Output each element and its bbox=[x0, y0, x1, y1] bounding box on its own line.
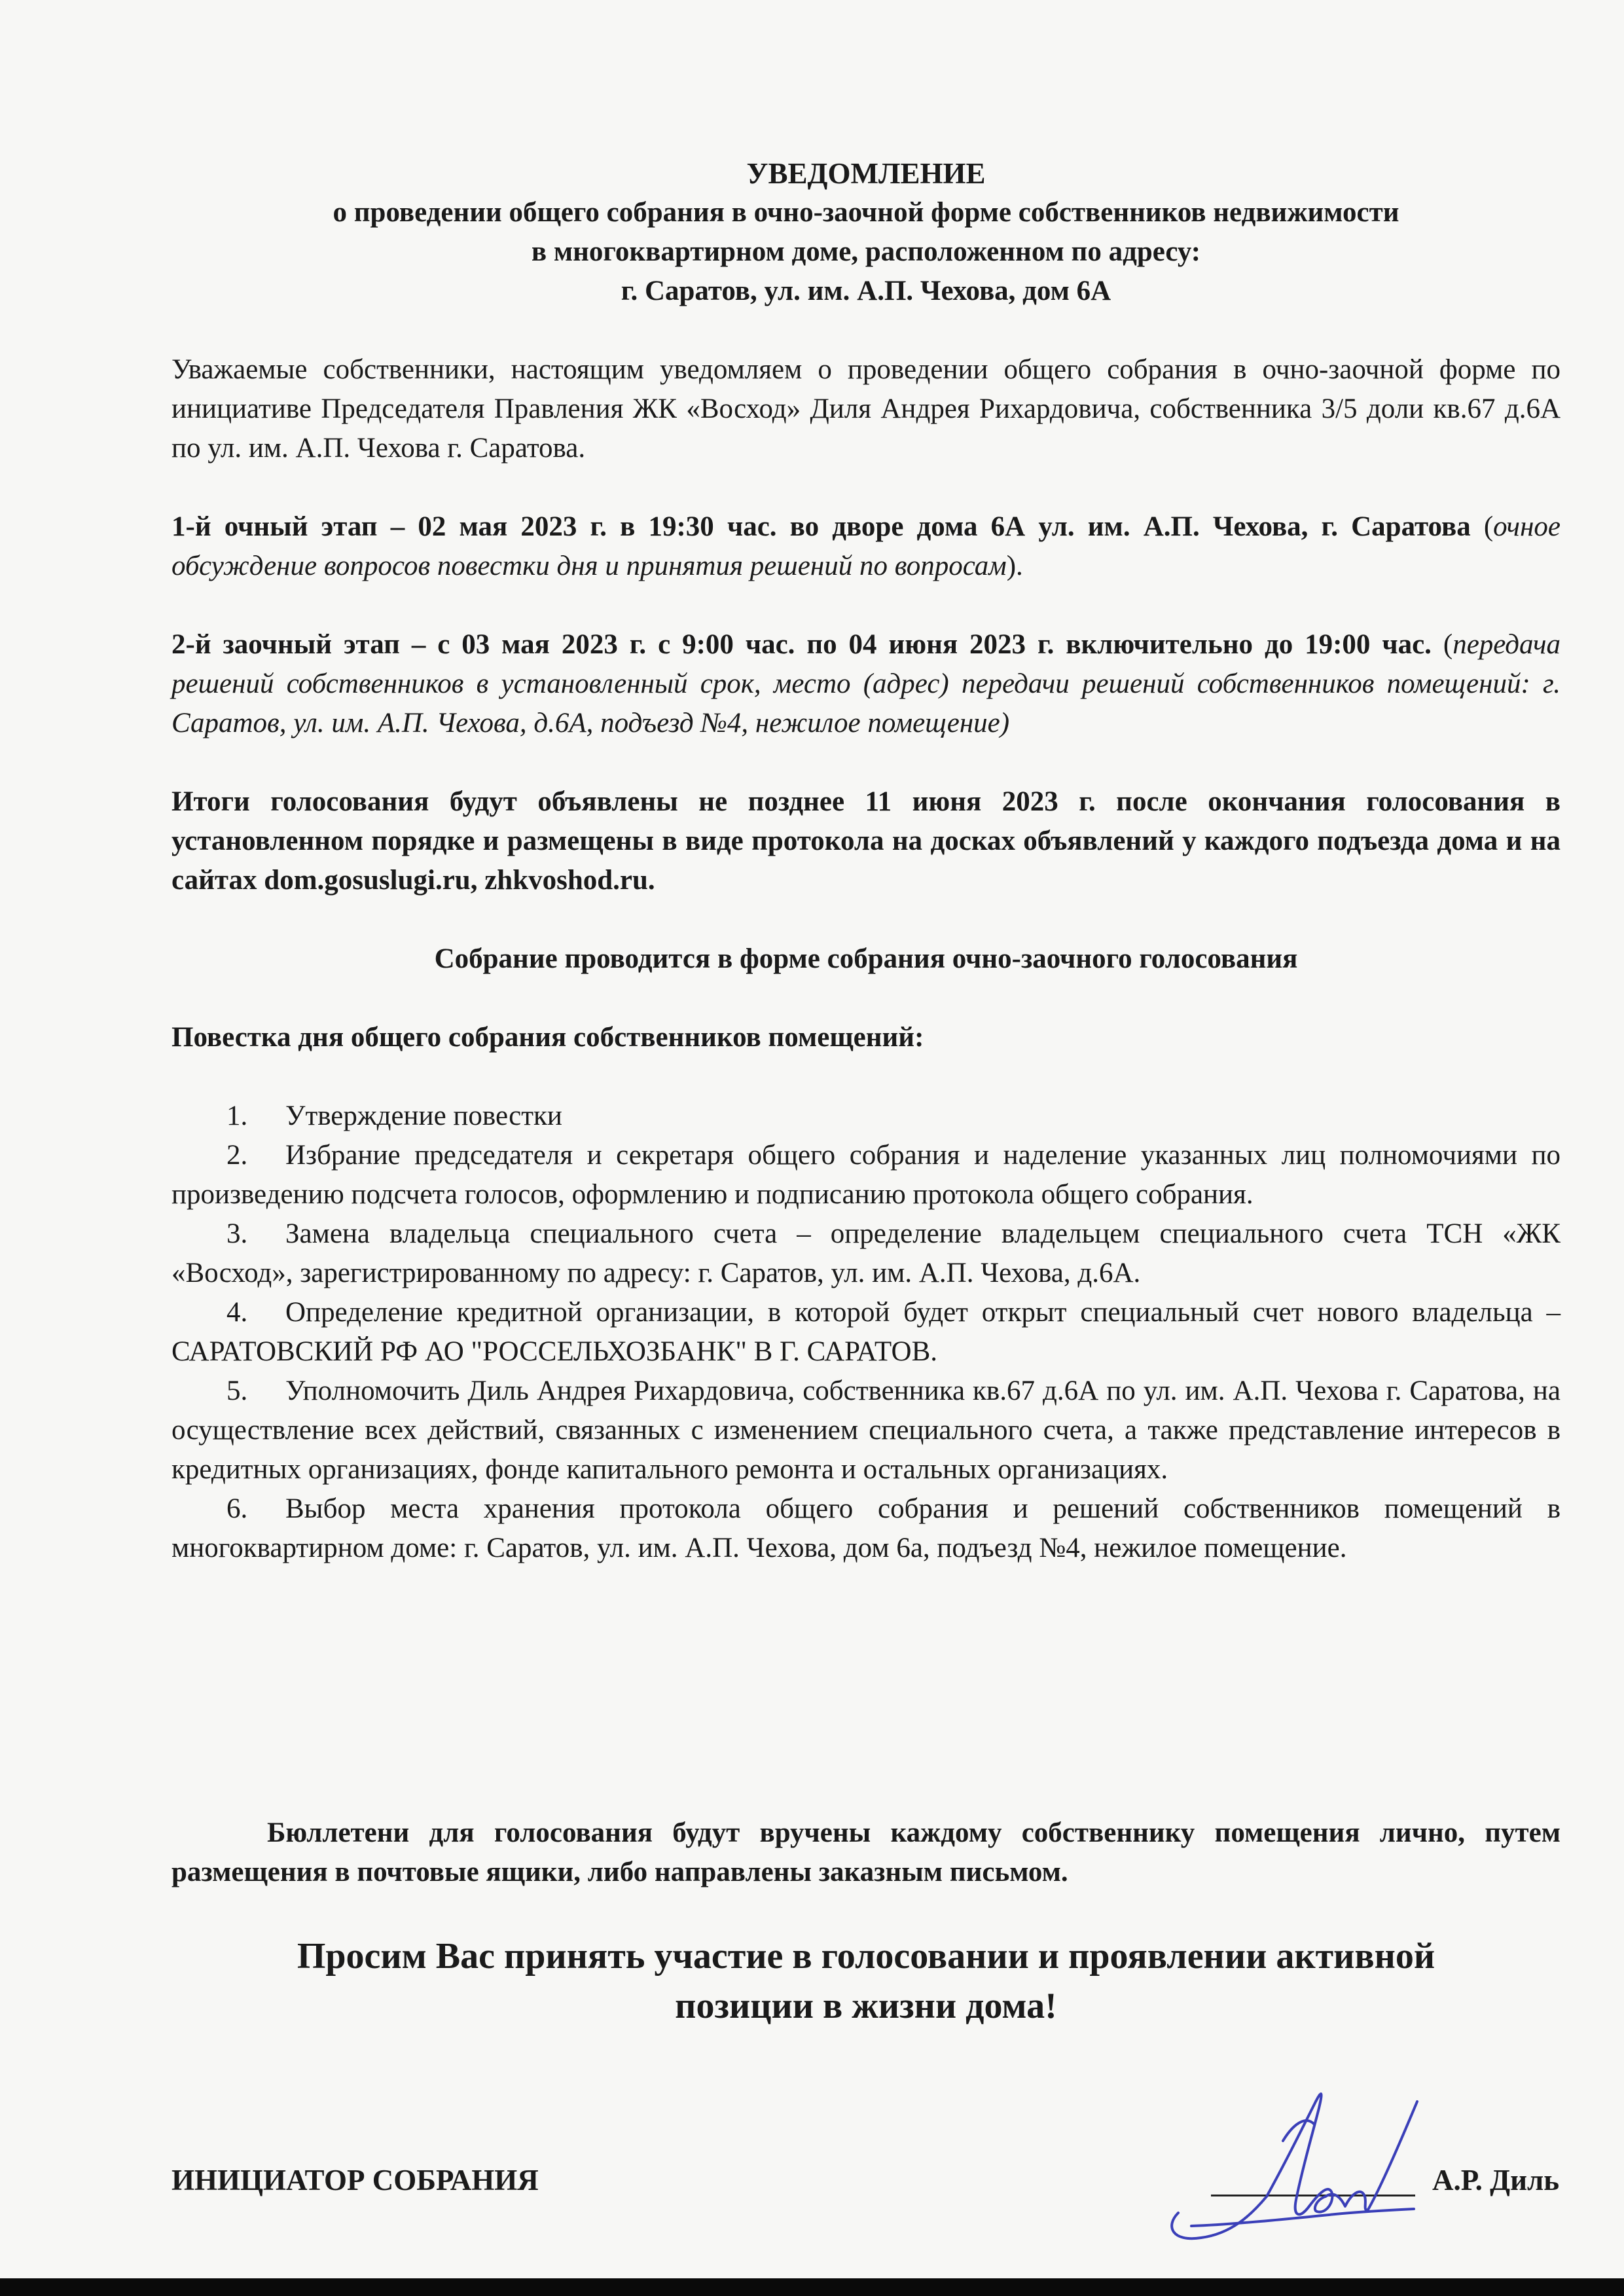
agenda-item-number: 3. bbox=[226, 1218, 248, 1249]
agenda-item bbox=[171, 1489, 1561, 1568]
agenda-item-number: 4. bbox=[226, 1297, 248, 1328]
appeal-line1: Просим Вас принять участие в голосовании и проявлении активной bbox=[297, 1936, 1435, 1977]
document-title: УВЕДОМЛЕНИЕ bbox=[746, 157, 986, 190]
format-line: Собрание проводится в форме собрания очно-заочного голосования bbox=[434, 943, 1298, 974]
document-subtitle-line1: о проведении общего собрания в очно-заочной форме собственников недвижимости bbox=[333, 197, 1399, 228]
ballots-paragraph: Бюллетени для голосования будут вручены каждому собственнику помещения лично, путем размещения в почтовые ящики, либо направлены заказным письмом. bbox=[171, 1817, 1561, 1887]
stage2-bold: 2-й заочный этап – с 03 мая 2023 г. с 9:00 час. по 04 июня 2023 г. включительно до 19:00 час. bbox=[171, 629, 1432, 660]
intro-paragraph: Уважаемые собственники, настоящим уведомляем о проведении общего собрания в очно-заочной форме по инициативе Председателя Правления ЖК «Восход» Диля Андрея Рихардовича, собственника 3/5 доли кв.67 д.6А по ул. им. А.П. Чехова г. Саратова. bbox=[171, 354, 1561, 464]
scan-bottom-edge bbox=[0, 2278, 1624, 2296]
stage1-italic: очное обсуждение вопросов повестки дня и принятия решений по вопросам bbox=[171, 511, 1561, 581]
agenda-item-text: Уполномочить Диль Андрея Рихардовича, собственника кв.67 д.6А по ул. им. А.П. Чехова г. Саратова, на осуществление всех действий, связанных с изменением специального счета, а также представление интересов в кредитных организациях, фонде капитального ремонта и остальных организациях. bbox=[171, 1376, 1561, 1485]
agenda-item-text: Выбор места хранения протокола общего собрания и решений собственников помещений в многоквартирном доме: г. Саратов, ул. им. А.П. Чехова, дом 6а, подъезд №4, нежилое помещение. bbox=[171, 1493, 1561, 1563]
appeal-block bbox=[171, 1931, 1561, 2031]
initiator-label: ИНИЦИАТОР СОБРАНИЯ bbox=[171, 2164, 539, 2196]
agenda-item bbox=[171, 1372, 1561, 1489]
agenda-item bbox=[171, 1097, 1561, 1136]
document-subtitle-line2: в многоквартирном доме, расположенном по адресу: bbox=[531, 236, 1201, 267]
agenda-item-text: Определение кредитной организации, в которой будет открыт специальный счет нового владельца – САРАТОВСКИЙ РФ АО "РОССЕЛЬХОЗБАНК" В Г. САРАТОВ. bbox=[171, 1297, 1561, 1367]
stage1-open: ( bbox=[1470, 511, 1494, 542]
stage1-paragraph bbox=[171, 507, 1561, 586]
document-body bbox=[171, 154, 1561, 1568]
stage1-bold: 1-й очный этап – 02 мая 2023 г. в 19:30 час. во дворе дома 6А ул. им. А.П. Чехова, г. Саратова bbox=[171, 511, 1471, 542]
agenda-item-number: 1. bbox=[226, 1101, 248, 1131]
stage1-close: ). bbox=[1006, 551, 1023, 581]
agenda-item-number: 6. bbox=[226, 1493, 248, 1524]
agenda-item-text: Замена владельца специального счета – определение владельцем специального счета ТСН «ЖК «Восход», зарегистрированному по адресу: г. Саратов, ул. им. А.П. Чехова, д.6А. bbox=[171, 1218, 1561, 1288]
agenda-list bbox=[171, 1097, 1561, 1568]
stage2-open: ( bbox=[1431, 629, 1453, 660]
agenda-item bbox=[171, 1214, 1561, 1293]
handwritten-signature-icon bbox=[1152, 2062, 1427, 2252]
agenda-item-number: 5. bbox=[226, 1376, 248, 1406]
agenda-item bbox=[171, 1136, 1561, 1214]
stage2-italic: передача решений собственников в установленный срок, место (адрес) передачи решений собственников помещений: г. Саратов, ул. им. А.П. Чехова, д.6А, подъезд №4, нежилое помещение) bbox=[171, 629, 1561, 738]
agenda-item bbox=[171, 1293, 1561, 1372]
initiator-name: А.Р. Диль bbox=[1432, 2164, 1560, 2196]
results-paragraph: Итоги голосования будут объявлены не позднее 11 июня 2023 г. после окончания голосования в установленном порядке и размещены в виде протокола на досках объявлений у каждого подъезда дома и на сайтах dom.gosuslugi.ru, zhkvoshod.ru. bbox=[171, 786, 1561, 896]
agenda-item-text: Утверждение повестки bbox=[285, 1101, 562, 1131]
appeal-line2: позиции в жизни дома! bbox=[675, 1986, 1057, 2026]
agenda-item-number: 2. bbox=[226, 1140, 248, 1171]
stage2-paragraph bbox=[171, 625, 1561, 743]
agenda-item-text: Избрание председателя и секретаря общего собрания и наделение указанных лиц полномочиями по произведению подсчета голосов, оформлению и подписанию протокола общего собрания. bbox=[171, 1140, 1561, 1210]
agenda-heading: Повестка дня общего собрания собственников помещений: bbox=[171, 1022, 924, 1053]
document-address: г. Саратов, ул. им. А.П. Чехова, дом 6А bbox=[621, 276, 1111, 306]
